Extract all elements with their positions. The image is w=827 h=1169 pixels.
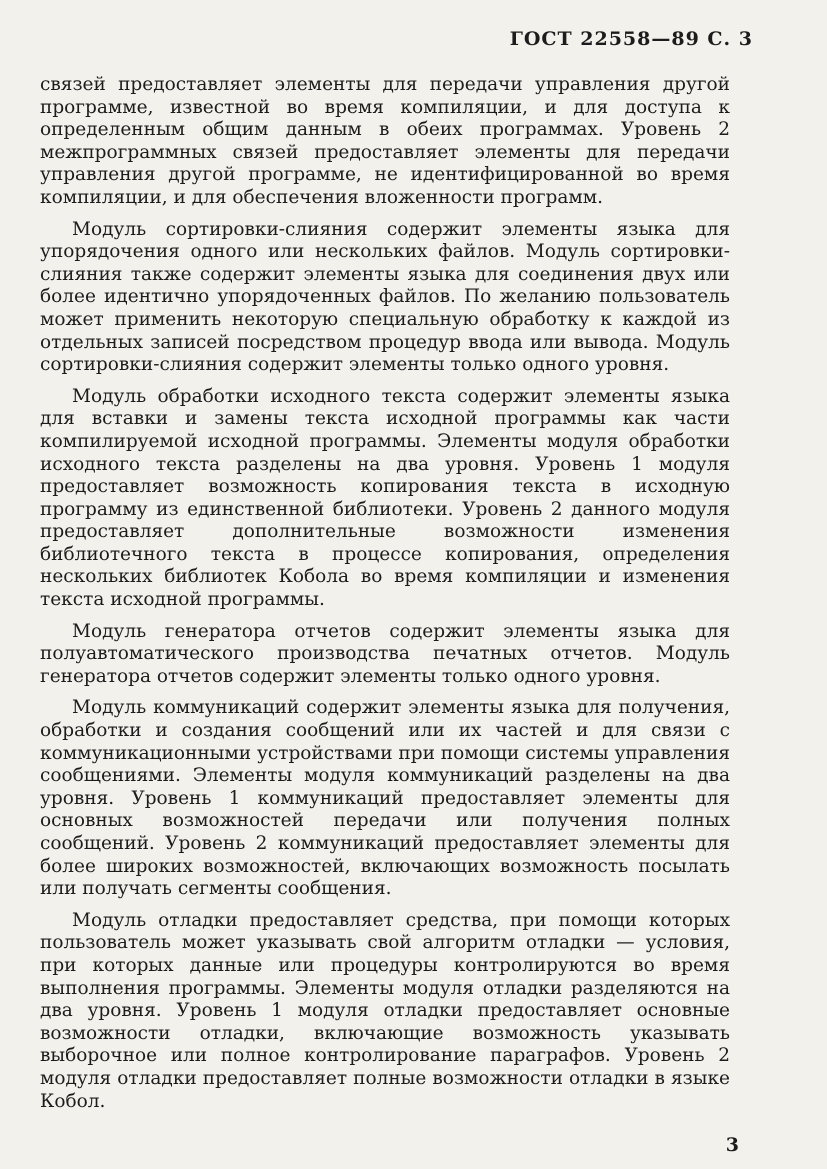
body-text [40,74,730,1122]
page-number: 3 [725,1134,739,1156]
paragraph-source-text: Модуль обработки исходного текста содержит элементы языка для вставки и замены текста исходной программы как части компилируемой исходной программы. Элементы модуля обработки исходного текста разделены на два уровня. Уровень 1 модуля предоставляет возможность копирования текста в исходную программу из единственной библиотеки. Уровень 2 данного модуля предоставляет дополнительные возможности изменения библиотечного текста в процессе копирования, определения нескольких библиотек Кобола во время компиляции и изменения текста исходной программы. [40,385,730,611]
paragraph-debug: Модуль отладки предоставляет средства, при помощи которых пользователь может указывать свой алгоритм отладки — условия, при которых данные или процедуры контролируются во время выполнения программы. Элементы модуля отладки разделяются на два уровня. Уровень 1 модуля отладки предоставляет основные возможности отладки, включающие возможность указывать выборочное или полное контролирование параграфов. Уровень 2 модуля отладки предоставляет полные возможности отладки в языке Кобол. [40,909,730,1112]
paragraph-intersegment-links: связей предоставляет элементы для передачи управления другой программе, известной во время компиляции, и для доступа к определенным общим данным в обеих программах. Уровень 2 межпрограммных связей предоставляет элементы для передачи управления другой программе, не идентифицированной во время компиляции, и для обеспечения вложенности программ. [40,74,730,208]
paragraph-report-writer: Модуль генератора отчетов содержит элементы языка для полуавтоматического производства печатных отчетов. Модуль генератора отчетов содержит элементы только одного уровня. [40,620,730,687]
paragraph-communications: Модуль коммуникаций содержит элементы языка для получения, обработки и создания сообщений или их частей и для связи с коммуникационными устройствами при помощи системы управления сообщениями. Элементы модуля коммуникаций разделены на два уровня. Уровень 1 коммуникаций предоставляет элементы для основных возможностей передачи или получения полных сообщений. Уровень 2 коммуникаций предоставляет элементы для более широких возможностей, включающих возможность посылать или получать сегменты сообщения. [40,697,730,900]
paragraph-sort-merge: Модуль сортировки-слияния содержит элементы языка для упорядочения одного или нескольких файлов. Модуль сортировки-слияния также содержит элементы языка для соединения двух или более идентично упорядоченных файлов. По желанию пользователь может применить некоторую специальную обработку к каждой из отдельных записей посредством процедур ввода или вывода. Модуль сортировки-слияния содержит элементы только одного уровня. [40,218,730,376]
page-header: ГОСТ 22558—89 С. 3 [509,28,753,50]
